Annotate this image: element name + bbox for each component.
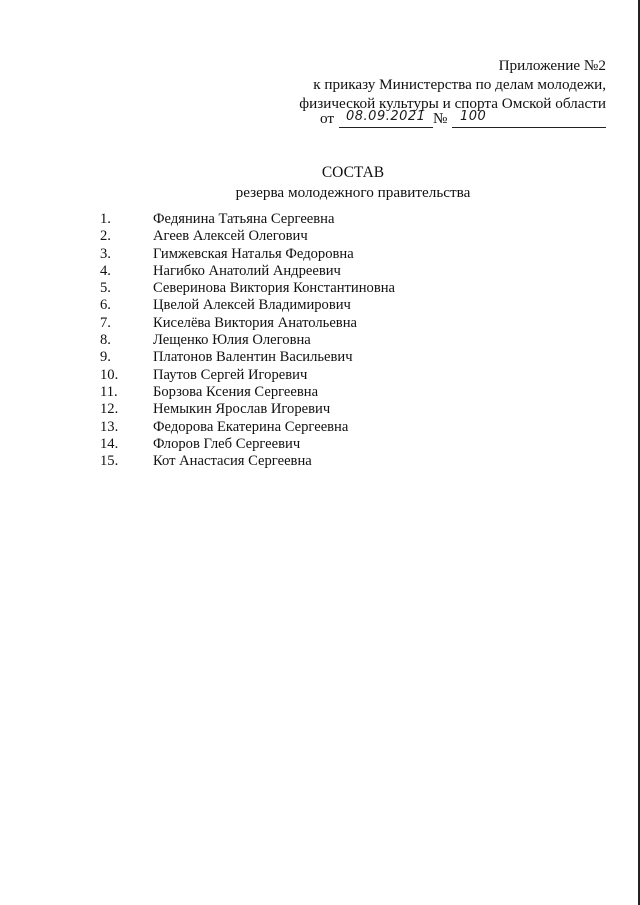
order-date: 08.09.2021 xyxy=(346,109,426,124)
list-item-name: Платонов Валентин Васильевич xyxy=(153,349,353,366)
list-item xyxy=(100,401,580,418)
list-item-name: Нагибко Анатолий Андреевич xyxy=(153,262,341,279)
list-item-number: 11. xyxy=(100,383,118,400)
order-number: 100 xyxy=(460,109,487,124)
list-item-name: Лещенко Юлия Олеговна xyxy=(153,332,311,349)
appendix-header xyxy=(266,56,606,113)
appendix-title: Приложение №2 xyxy=(498,57,606,74)
list-item-name: Киселёва Виктория Анатольевна xyxy=(153,314,357,331)
list-item-name: Немыкин Ярослав Игоревич xyxy=(153,401,331,418)
list-item xyxy=(100,384,580,401)
reserve-member-list xyxy=(100,211,580,470)
list-item-name: Агеев Алексей Олегович xyxy=(153,228,308,245)
list-item-number: 5. xyxy=(100,280,111,297)
list-item xyxy=(100,263,580,280)
list-item-number: 6. xyxy=(100,297,111,314)
list-item-name: Федорова Екатерина Сергеевна xyxy=(153,418,349,435)
list-item-number: 13. xyxy=(100,418,119,435)
list-item xyxy=(100,280,580,297)
list-item-number: 3. xyxy=(100,245,111,262)
list-item xyxy=(100,349,580,366)
list-item-number: 1. xyxy=(100,211,111,227)
appendix-order-ref: к приказу Министерства по делам молодежи, xyxy=(313,76,606,93)
list-item-number: 8. xyxy=(100,332,111,349)
order-date-line xyxy=(320,110,606,130)
list-item-name: Северинова Виктория Константиновна xyxy=(153,280,396,297)
list-item-name: Гимжевская Наталья Федоровна xyxy=(153,245,354,262)
list-item-name: Федянина Татьяна Сергеевна xyxy=(153,211,335,227)
list-item-number: 7. xyxy=(100,314,111,331)
list-item-number: 15. xyxy=(100,453,119,470)
list-item-name: Цвелой Алексей Владимирович xyxy=(153,297,351,314)
order-number-label: № xyxy=(433,110,448,127)
document-heading xyxy=(0,163,640,203)
list-item-number: 14. xyxy=(100,435,119,452)
list-item xyxy=(100,228,580,245)
list-item xyxy=(100,315,580,332)
list-item xyxy=(100,419,580,436)
list-item xyxy=(100,211,580,228)
list-item-name: Кот Анастасия Сергеевна xyxy=(153,453,312,470)
list-item-number: 12. xyxy=(100,401,119,418)
number-underline xyxy=(452,127,606,128)
list-item-name: Паутов Сергей Игоревич xyxy=(153,366,308,383)
document-title: СОСТАВ xyxy=(321,164,385,181)
list-item xyxy=(100,332,580,349)
list-item-number: 2. xyxy=(100,228,111,245)
list-item xyxy=(100,246,580,263)
order-from-label: от xyxy=(320,110,335,127)
list-item xyxy=(100,367,580,384)
list-item-name: Флоров Глеб Сергеевич xyxy=(153,435,301,452)
date-underline xyxy=(339,127,433,128)
list-item xyxy=(100,297,580,314)
appendix-ministry: физической культуры и спорта Омской области xyxy=(299,95,606,112)
list-item-number: 10. xyxy=(100,366,119,383)
list-item-number: 4. xyxy=(100,262,111,279)
list-item-name: Борзова Ксения Сергеевна xyxy=(153,383,319,400)
list-item xyxy=(100,436,580,453)
document-subtitle: резерва молодежного правительства xyxy=(235,184,471,201)
list-item xyxy=(100,453,580,470)
list-item-number: 9. xyxy=(100,349,111,366)
